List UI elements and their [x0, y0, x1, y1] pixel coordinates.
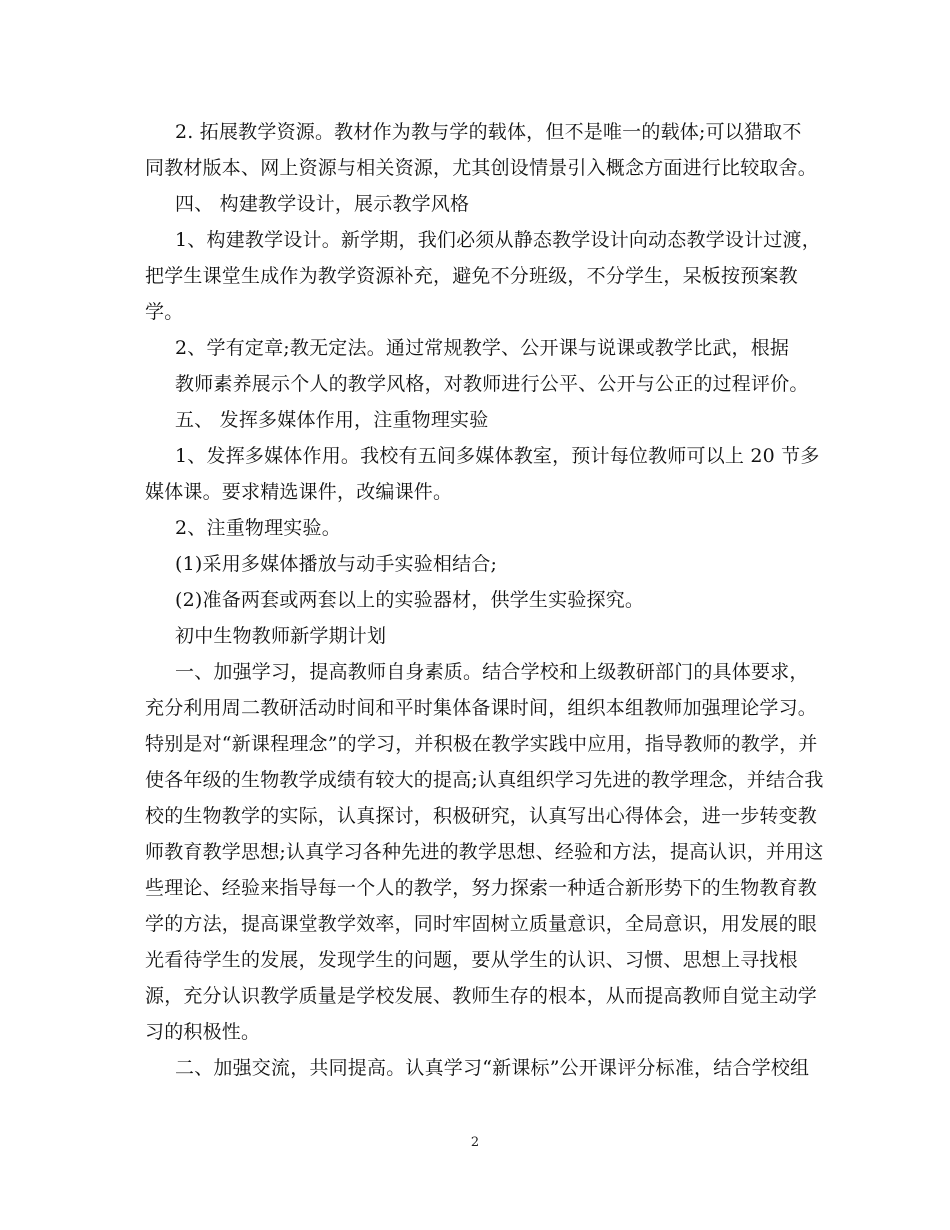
text-line: 源，充分认识教学质量是学校发展、教师生存的根本，从而提高教师自觉主动学 [145, 985, 818, 1007]
text-line: 学的方法，提高课堂教学效率，同时牢固树立质量意识，全局意识，用发展的眼 [145, 913, 818, 935]
text-line: 特别是对“新课程理念”的学习，并积极在教学实践中应用，指导教师的教学，并 [145, 733, 818, 755]
text-line: 初中生物教师新学期计划 [175, 625, 387, 647]
text-line: 教师素养展示个人的教学风格，对教师进行公平、公开与公正的过程评价。 [175, 373, 809, 395]
text-line: 使各年级的生物教学成绩有较大的提高;认真组织学习先进的教学理念，并结合我 [145, 769, 824, 791]
document-body [145, 114, 824, 1086]
text-line: 四、 构建教学设计，展示教学风格 [175, 193, 470, 215]
text-line: 光看待学生的发展，发现学生的问题，要从学生的认识、习惯、思想上寻找根 [145, 949, 798, 971]
text-line: 五、 发挥多媒体作用，注重物理实验 [175, 409, 489, 431]
text-line: 同教材版本、网上资源与相关资源，尤其创设情景引入概念方面进行比较取舍。 [145, 157, 818, 179]
text-line: 2. 拓展教学资源。教材作为教与学的载体，但不是唯一的载体;可以猎取不 [175, 121, 802, 143]
text-line: 校的生物教学的实际，认真探讨，积极研究，认真写出心得体会，进一步转变教 [145, 805, 818, 827]
text-line: 1、构建教学设计。新学期，我们必须从静态教学设计向动态教学设计过渡， [175, 229, 821, 251]
text-line: 一、加强学习，提高教师自身素质。结合学校和上级教研部门的具体要求， [175, 661, 809, 683]
text-line: 把学生课堂生成作为教学资源补充，避免不分班级，不分学生，呆板按预案教 [145, 265, 798, 287]
text-line: 习的积极性。 [145, 1021, 261, 1043]
text-line: 些理论、经验来指导每一个人的教学，努力探索一种适合新形势下的生物教育教 [145, 877, 818, 899]
text-line: 媒体课。要求精选课件，改编课件。 [145, 481, 453, 503]
text-line: 学。 [145, 301, 184, 323]
text-line: 充分利用周二教研活动时间和平时集体备课时间，组织本组教师加强理论学习。 [145, 697, 818, 719]
page-number: 2 [470, 1135, 480, 1150]
text-line: 1、发挥多媒体作用。我校有五间多媒体教室，预计每位教师可以上 20 节多 [175, 445, 820, 467]
text-line: 师教育教学思想;认真学习各种先进的教学思想、经验和方法，提高认识，并用这 [145, 841, 824, 863]
text-line: (2)准备两套或两套以上的实验器材，供学生实验探究。 [175, 589, 645, 611]
text-line: (1)采用多媒体播放与动手实验相结合; [175, 553, 498, 575]
text-line: 2、学有定章;教无定法。通过常规教学、公开课与说课或教学比武，根据 [175, 337, 790, 359]
text-line: 二、加强交流，共同提高。认真学习“新课标”公开课评分标准，结合学校组 [175, 1057, 810, 1079]
text-line: 2、注重物理实验。 [175, 517, 341, 539]
